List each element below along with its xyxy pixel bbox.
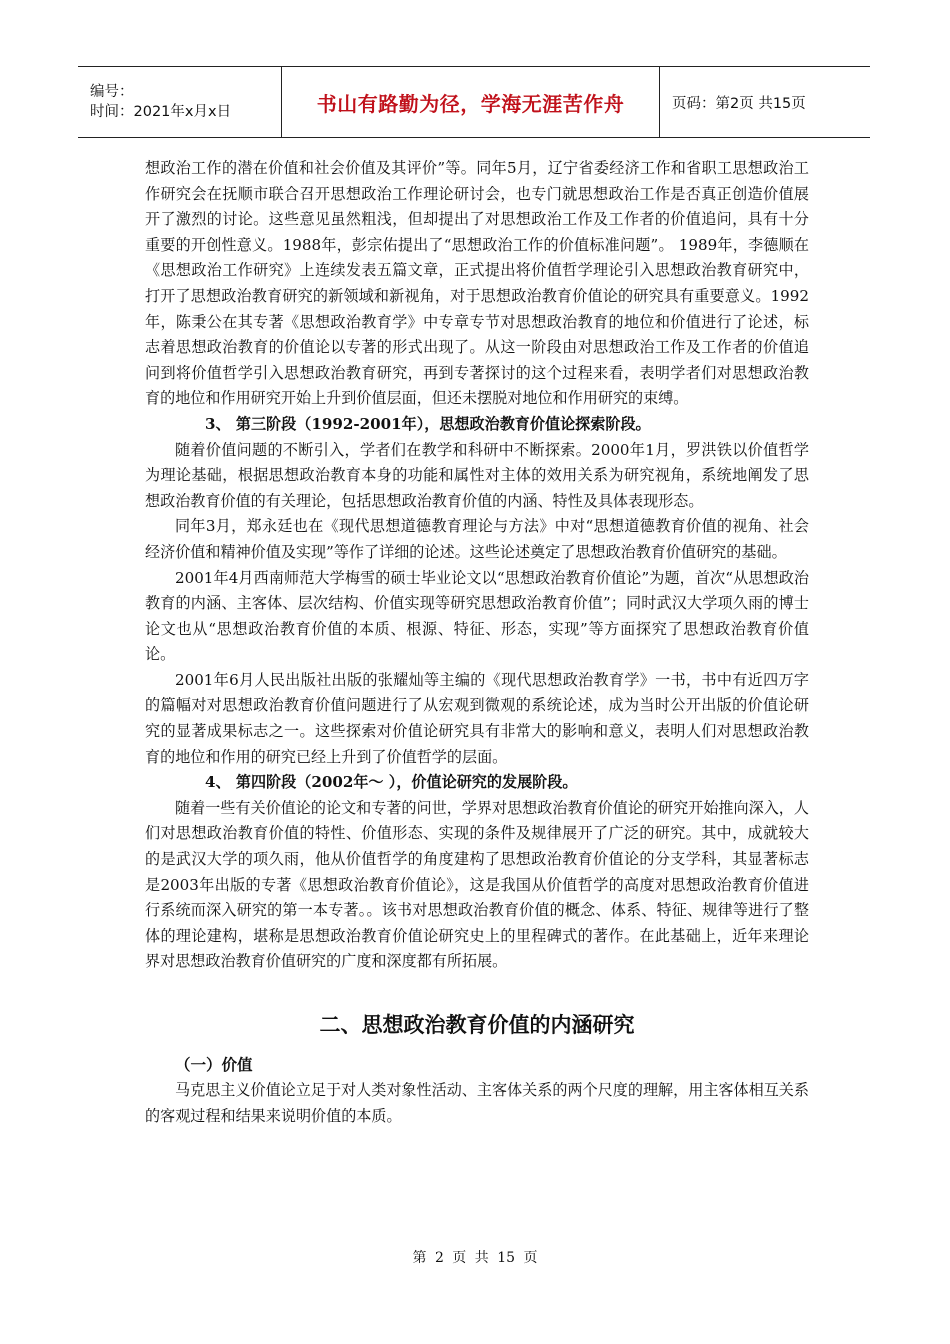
page-header [78,66,870,138]
paragraph: 想政治工作的潜在价值和社会价值及其评价”等。同年5月，辽宁省委经济工作和省职工思想政治工作研究会在抚顺市联合召开思想政治工作理论研讨会，也专门就思想政治工作是否真正创造价值展开了激烈的讨论。这些意见虽然粗浅，但却提出了对思想政治工作及工作者的价值追问，具有十分重要的开创性意义。1988年，彭宗佑提出了“思想政治工作的价值标准问题”。 1989年，李德顺在《思想政治工作研究》上连续发表五篇文章，正式提出将价值哲学理论引入思想政治教育研究中，打开了思想政治教育研究的新领域和新视角，对于思想政治教育价值论的研究具有重要意义。1992年，陈秉公在其专著《思想政治教育学》中专章专节对思想政治教育的地位和价值进行了论述，标志着思想政治教育的价值论以专著的形式出现了。从这一阶段由对思想政治工作及工作者的价值追问到将价值哲学引入思想政治教育研究，再到专著探讨的这个过程来看，表明学者们对思想政治教育的地位和作用研究开始上升到价值层面，但还未摆脱对地位和作用研究的束缚。 [145,159,809,408]
paragraph: 随着价值问题的不断引入，学者们在教学和科研中不断探索。2000年1月，罗洪铁以价值哲学为理论基础，根据思想政治教育本身的功能和属性对主体的效用关系为研究视角，系统地阐发了思想政治教育价值的有关理论，包括思想政治教育价值的内涵、特性及具体表现形态。 [145,440,809,510]
paragraph: 同年3月，郑永廷也在《现代思想道德教育理论与方法》中对“思想道德教育价值的视角、社会经济价值和精神价值及实现”等作了详细的论述。这些论述奠定了思想政治教育价值研究的基础。 [145,517,809,561]
paragraph: 马克思主义价值论立足于对人类对象性活动、主客体关系的两个尺度的理解，用主客体相互关系的客观过程和结果来说明价值的本质。 [145,1081,809,1125]
page-number-label: 页码：第2页 共15页 [672,95,806,112]
paragraph: 2001年4月西南师范大学梅雪的硕士毕业论文以“思想政治教育价值论”为题，首次“从思想政治教育的内涵、主客体、层次结构、价值实现等研究思想政治教育价值”；同时武汉大学项久雨的博士论文也从“思想政治教育价值的本质、根源、特征、形态，实现”等方面探究了思想政治教育价值论。 [145,568,809,664]
paragraph: 随着一些有关价值论的论文和专著的问世，学界对思想政治教育价值论的研究开始推向深入，人们对思想政治教育价值的特性、价值形态、实现的条件及规律展开了广泛的研究。其中，成就较大的是武汉大学的项久雨，他从价值哲学的角度建构了思想政治教育价值论的分支学科，其显著标志是2003年出版的专著《思想政治教育价值论》，这是我国从价值哲学的高度对思想政治教育价值进行系统而深入研究的第一本专著。。该书对思想政治教育价值的概念、体系、特征、规律等进行了整体的理论建构，堪称是思想政治教育价值论研究史上的里程碑式的著作。在此基础上，近年来理论界对思想政治教育价值研究的广度和深度都有所拓展。 [145,798,809,971]
motto-text: 书山有路勤为径，学海无涯苦作舟 [316,91,625,116]
page-footer: 第 2 页 共 15 页 [412,1250,538,1266]
document-body [145,156,809,1129]
stage-heading-4: 4、 第四阶段（2002年～ ），价值论研究的发展阶段。 [205,773,578,792]
header-page-cell [660,67,870,137]
date-label: 时间：2021年x月x日 [90,104,232,120]
stage-heading-3: 3、 第三阶段（1992-2001年），思想政治教育价值论探索阶段。 [205,414,651,433]
header-meta [78,67,282,137]
serial-number-label: 编号： [90,84,134,100]
subsection-heading: （一）价值 [175,1056,253,1074]
section-title: 二、思想政治教育价值的内涵研究 [319,1013,635,1037]
header-motto-cell [282,67,660,137]
paragraph: 2001年6月人民出版社出版的张耀灿等主编的《现代思想政治教育学》一书，书中有近四万字的篇幅对对思想政治教育价值问题进行了从宏观到微观的系统论述，成为当时公开出版的价值论研究的显著成果标志之一。这些探索对价值论研究具有非常大的影响和意义，表明人们对思想政治教育的地位和作用的研究已经上升到了价值哲学的层面。 [145,670,809,766]
